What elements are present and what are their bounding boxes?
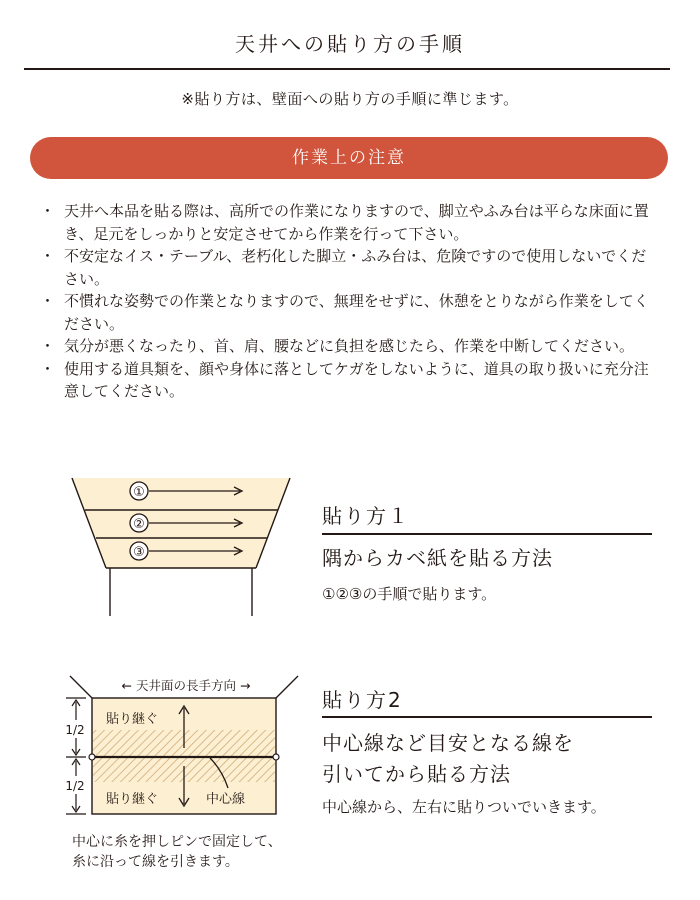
step-1-label: ①: [133, 485, 145, 500]
long-side-direction-label: ← 天井面の長手方向 →: [121, 678, 251, 693]
caution-item: ・ 気分が悪くなったり、首、肩、腰などに負担を感じたら、作業を中断してください。: [40, 335, 660, 358]
method-1-subtitle: 隅からカベ紙を貼る方法: [322, 546, 553, 570]
caution-list: [40, 200, 660, 403]
caution-item: ・ 使用する道具類を、顔や身体に落としてケガをしないように、道具の取り扱いに充分注意してください。: [40, 358, 660, 403]
method-2-subtitle-line-2: 引いてから貼る方法: [322, 762, 511, 786]
page-title: 天井への貼り方の手順: [235, 32, 465, 56]
method-1-divider: [322, 533, 652, 535]
caption-line-2: 糸に沿って線を引きます。: [72, 854, 239, 870]
half-top-label: 1/2: [65, 723, 85, 737]
method-1-heading: 貼り方１: [322, 504, 410, 528]
method-1-description: ①②③の手順で貼ります。: [322, 585, 497, 603]
paste-join-bottom-label: 貼り継ぐ: [106, 792, 159, 807]
step-3-label: ③: [133, 545, 145, 560]
method-2-heading: 貼り方2: [322, 688, 403, 712]
reference-note: ※貼り方は、壁面への貼り方の手順に準じます。: [181, 90, 519, 108]
step-2-label: ②: [133, 517, 145, 532]
caution-banner: 作業上の注意: [30, 137, 668, 179]
caution-item: ・ 不安定なイス・テーブル、老朽化した脚立・ふみ台は、危険ですので使用しないでください。: [40, 245, 660, 290]
method-2-description: 中心線から、左右に貼りついでいきます。: [322, 798, 606, 816]
method-2-divider: [322, 716, 652, 718]
half-bottom-label: 1/2: [65, 779, 85, 793]
pin-icon: [89, 754, 95, 760]
title-divider: [24, 68, 670, 70]
caution-item: ・ 天井へ本品を貼る際は、高所での作業になりますので、脚立やふみ台は平らな床面に置き、足元をしっかりと安定させてから作業を行って下さい。: [40, 200, 660, 245]
caption-line-1: 中心に糸を押しピンで固定して、: [72, 834, 282, 850]
method-2-subtitle-line-1: 中心線など目安となる線を: [322, 731, 574, 755]
center-line-method-diagram: [60, 672, 310, 820]
caution-item: ・ 不慣れな姿勢での作業となりますので、無理をせずに、休憩をとりながら作業をしてください。: [40, 290, 660, 335]
pin-icon: [273, 754, 279, 760]
center-line-label: 中心線: [206, 792, 246, 807]
paste-join-top-label: 貼り継ぐ: [106, 712, 159, 727]
diagram-caption: [72, 832, 332, 872]
corner-method-diagram: [66, 472, 296, 620]
